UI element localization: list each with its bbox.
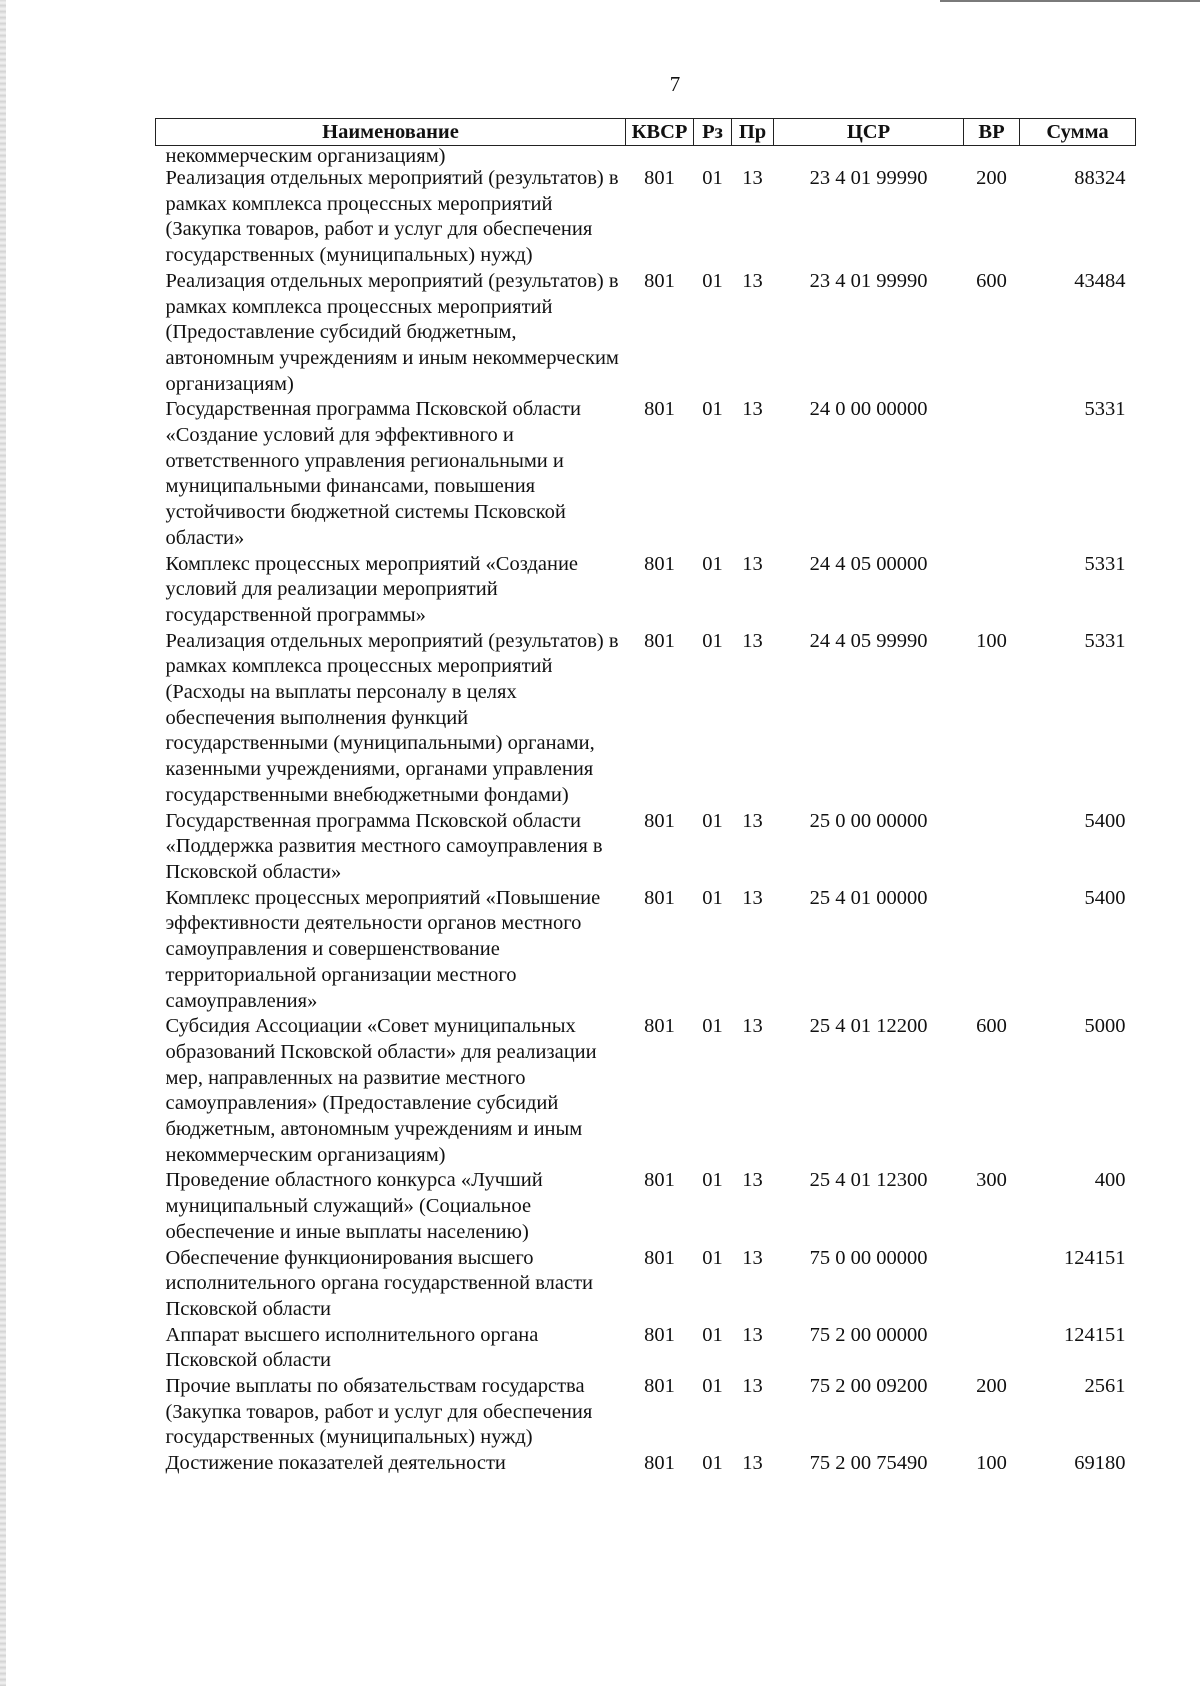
budget-table (155, 118, 1136, 1477)
row-kvsr: 801 (644, 269, 675, 292)
row-vr: 200 (976, 167, 1007, 189)
row-sum: 124151 (1064, 1246, 1126, 1269)
row-sum: 400 (1094, 1169, 1126, 1192)
row-rz: 01 (702, 1169, 723, 1192)
row-name: Аппарат высшего исполнительного органа Псковской области (165, 1323, 539, 1372)
scan-edge-top (940, 0, 1200, 2)
row-kvsr: 801 (644, 1323, 675, 1346)
header-sum: Сумма (1020, 119, 1136, 146)
row-vr: 600 (976, 1015, 1007, 1038)
row-csr: 24 4 05 99990 (809, 629, 928, 652)
row-rz: 01 (702, 629, 723, 652)
row-sum: 5331 (1084, 398, 1126, 421)
row-rz: 01 (702, 809, 723, 832)
row-kvsr: 801 (644, 1015, 675, 1038)
row-name: Государственная программа Псковской области «Создание условий для эффективного и ответственного управления региональными и муниципальными финансами, повышения устойчивости бюджетной системы Псковской области» (165, 398, 581, 549)
row-rz: 01 (702, 886, 723, 909)
row-vr: 600 (976, 269, 1007, 292)
row-rz: 01 (702, 167, 723, 189)
row-sum: 88324 (1074, 167, 1126, 189)
row-csr: 25 4 01 12300 (809, 1169, 928, 1192)
row-vr (964, 809, 1020, 886)
row-name: Субсидия Ассоциации «Совет муниципальных образований Псковской области» для реализации мер, направленных на развитие местного самоуправления» (Предоставление субсидий бюджетным, автономным учреждениям и иным некоммерческим организациям) (165, 1015, 597, 1166)
row-kvsr: 801 (644, 1375, 675, 1398)
row-vr: 100 (976, 629, 1007, 652)
row-vr: 100 (976, 1452, 1007, 1475)
row-kvsr: 801 (644, 809, 675, 832)
row-pr: 13 (742, 1015, 763, 1038)
row-kvsr: 801 (644, 167, 675, 189)
continuation-text: некоммерческим организациям) (165, 145, 446, 167)
table-body (156, 146, 1136, 1477)
row-csr: 23 4 01 99990 (809, 269, 928, 292)
row-name: Достижение показателей деятельности (165, 1452, 506, 1475)
row-rz: 01 (702, 1452, 723, 1475)
row-name: Реализация отдельных мероприятий (результатов) в рамках комплекса процессных мероприятий (Закупка товаров, работ и услуг для обеспечения государственных (муниципальных) нужд) (165, 167, 619, 267)
row-pr: 13 (742, 1246, 763, 1269)
continuation-row (156, 146, 1136, 167)
row-vr (964, 1246, 1020, 1323)
row-sum: 5331 (1084, 552, 1126, 575)
header-vr: ВР (964, 119, 1020, 146)
row-csr: 25 4 01 00000 (809, 886, 928, 909)
header-kvsr: КВСР (626, 119, 694, 146)
row-csr: 25 0 00 00000 (809, 809, 928, 832)
header-pr: Пр (732, 119, 774, 146)
row-csr: 75 2 00 00000 (809, 1323, 928, 1346)
table-header-row (156, 119, 1136, 146)
row-rz: 01 (702, 269, 723, 292)
table-row (156, 397, 1136, 551)
row-name: Реализация отдельных мероприятий (результатов) в рамках комплекса процессных мероприятий (Предоставление субсидий бюджетным, автономным учреждениям и иным некоммерческим организациям) (165, 269, 619, 395)
row-rz: 01 (702, 1375, 723, 1398)
row-sum: 2561 (1084, 1375, 1126, 1398)
row-pr: 13 (742, 269, 763, 292)
row-rz: 01 (702, 1015, 723, 1038)
row-kvsr: 801 (644, 1246, 675, 1269)
row-pr: 13 (742, 552, 763, 575)
table-row (156, 629, 1136, 809)
scan-edge-left (0, 0, 6, 1686)
row-sum: 5400 (1084, 886, 1126, 909)
row-kvsr: 801 (644, 886, 675, 909)
row-sum: 124151 (1064, 1323, 1126, 1346)
row-vr: 200 (976, 1375, 1007, 1398)
row-sum: 5000 (1084, 1015, 1126, 1038)
table-row (156, 1323, 1136, 1374)
row-pr: 13 (742, 398, 763, 421)
row-vr (964, 397, 1020, 551)
row-name: Прочие выплаты по обязательствам государства (Закупка товаров, работ и услуг для обеспечения государственных (муниципальных) нужд) (165, 1375, 593, 1449)
row-csr: 25 4 01 12200 (809, 1015, 928, 1038)
table-row (156, 1451, 1136, 1477)
row-vr (964, 886, 1020, 1015)
table-row (156, 886, 1136, 1015)
row-name: Реализация отдельных мероприятий (результатов) в рамках комплекса процессных мероприятий (Расходы на выплаты персоналу в целях обеспечения выполнения функций государственными (муниципальными) органами, казенными учреждениями, органами управления государственными внебюджетными фондами) (165, 629, 619, 806)
row-rz: 01 (702, 398, 723, 421)
row-pr: 13 (742, 886, 763, 909)
row-pr: 13 (742, 1452, 763, 1475)
row-pr: 13 (742, 1323, 763, 1346)
row-rz: 01 (702, 1323, 723, 1346)
row-sum: 69180 (1074, 1452, 1126, 1475)
row-csr: 24 4 05 00000 (809, 552, 928, 575)
table-row (156, 1014, 1136, 1168)
header-name: Наименование (156, 119, 626, 146)
row-csr: 75 2 00 09200 (809, 1375, 928, 1398)
table-row (156, 1374, 1136, 1451)
header-csr: ЦСР (774, 119, 964, 146)
row-kvsr: 801 (644, 552, 675, 575)
row-sum: 5400 (1084, 809, 1126, 832)
table-row (156, 809, 1136, 886)
row-csr: 24 0 00 00000 (809, 398, 928, 421)
table-row (156, 1168, 1136, 1245)
row-name: Государственная программа Псковской области «Поддержка развития местного самоуправления в Псковской области» (165, 809, 603, 883)
row-pr: 13 (742, 1375, 763, 1398)
page-number: 7 (669, 72, 681, 96)
row-vr (964, 552, 1020, 629)
header-rz: Рз (694, 119, 732, 146)
row-csr: 75 2 00 75490 (809, 1452, 928, 1475)
table-row (156, 269, 1136, 398)
row-kvsr: 801 (644, 629, 675, 652)
row-rz: 01 (702, 1246, 723, 1269)
row-kvsr: 801 (644, 1169, 675, 1192)
row-csr: 75 0 00 00000 (809, 1246, 928, 1269)
table-row (156, 1246, 1136, 1323)
row-sum: 5331 (1084, 629, 1126, 652)
row-pr: 13 (742, 809, 763, 832)
row-name: Обеспечение функционирования высшего исполнительного органа государственной власти Псковской области (165, 1246, 594, 1320)
row-kvsr: 801 (644, 398, 675, 421)
row-pr: 13 (742, 1169, 763, 1192)
table-row (156, 166, 1136, 269)
row-rz: 01 (702, 552, 723, 575)
row-csr: 23 4 01 99990 (809, 167, 928, 189)
row-vr (964, 1323, 1020, 1374)
row-pr: 13 (742, 629, 763, 652)
row-kvsr: 801 (644, 1452, 675, 1475)
row-name: Комплекс процессных мероприятий «Повышение эффективности деятельности органов местного самоуправления и совершенствование территориальной организации местного самоуправления» (165, 886, 601, 1012)
row-name: Комплекс процессных мероприятий «Создание условий для реализации мероприятий государственной программы» (165, 552, 579, 626)
table-row (156, 552, 1136, 629)
row-pr: 13 (742, 167, 763, 189)
row-vr: 300 (976, 1169, 1007, 1192)
row-sum: 43484 (1074, 269, 1126, 292)
row-name: Проведение областного конкурса «Лучший муниципальный служащий» (Социальное обеспечение и иные выплаты населению) (165, 1169, 543, 1243)
